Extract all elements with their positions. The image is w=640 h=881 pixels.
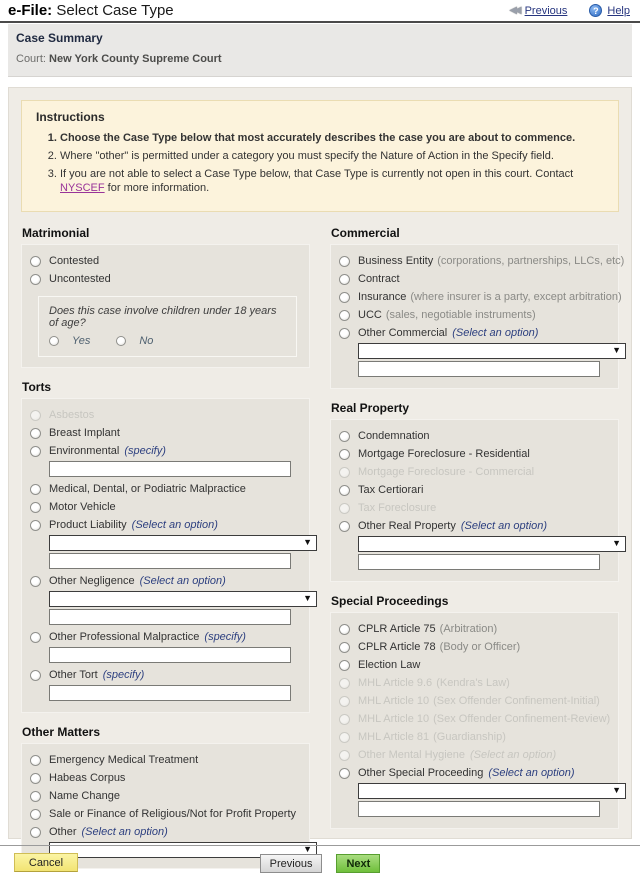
case-type-option	[30, 252, 299, 270]
option-label: Asbestos	[49, 409, 95, 421]
yes-label: Yes	[72, 335, 91, 347]
option-label: Election Law	[358, 659, 421, 671]
top-bar	[0, 0, 640, 23]
option-label: Medical, Dental, or Podiatric Malpractice	[49, 483, 246, 495]
case-type-option	[30, 516, 299, 534]
instructions-list	[60, 131, 604, 195]
court-line	[16, 53, 624, 65]
radio-emergency-medical-treatment[interactable]	[30, 755, 41, 766]
radio-name-change[interactable]	[30, 791, 41, 802]
dropdown-arrow-icon: ▼	[612, 345, 621, 355]
radio-contract[interactable]	[339, 274, 350, 285]
section-box	[330, 419, 619, 582]
section-box	[21, 244, 310, 368]
case-type-option	[30, 628, 299, 646]
option-label: MHL Article 10	[358, 713, 430, 725]
dropdown-arrow-icon: ▼	[303, 537, 312, 547]
section-real-property	[330, 401, 619, 582]
case-type-option	[339, 728, 608, 746]
option-note: (corporations, partnerships, LLCs, etc)	[437, 255, 625, 267]
option-label: MHL Article 9.6	[358, 677, 433, 689]
child-question-box	[38, 296, 297, 357]
option-label: CPLR Article 75	[358, 623, 436, 635]
case-summary-bar	[8, 24, 632, 77]
radio-other-professional-malpractice[interactable]	[30, 632, 41, 643]
radio-insurance[interactable]	[339, 292, 350, 303]
dropdown-arrow-icon: ▼	[303, 844, 312, 854]
option-label: Contract	[358, 273, 400, 285]
radio-mhl-article-10	[339, 714, 350, 725]
case-type-option	[339, 656, 608, 674]
option-label: Habeas Corpus	[49, 772, 126, 784]
case-type-option	[339, 746, 608, 764]
option-note: (Kendra's Law)	[436, 677, 510, 689]
case-type-option	[30, 480, 299, 498]
option-hint: (Select an option)	[139, 575, 226, 587]
radio-business-entity[interactable]	[339, 256, 350, 267]
radio-other[interactable]	[30, 827, 41, 838]
option-label: Uncontested	[49, 273, 111, 285]
product-liability-input[interactable]	[49, 553, 291, 569]
option-label: Tax Foreclosure	[358, 502, 437, 514]
option-label: Insurance	[358, 291, 407, 303]
previous-button[interactable]: Previous	[260, 854, 323, 873]
case-type-option	[339, 445, 608, 463]
option-label: Business Entity	[358, 255, 434, 267]
option-note: (Arbitration)	[439, 623, 498, 635]
case-type-option	[339, 517, 608, 535]
case-type-option	[339, 427, 608, 445]
radio-mhl-article-81	[339, 732, 350, 743]
option-label: Mortgage Foreclosure - Residential	[358, 448, 530, 460]
case-type-option	[30, 498, 299, 516]
case-type-option	[30, 769, 299, 787]
child-question-no	[116, 335, 153, 347]
radio-mhl-article-10	[339, 696, 350, 707]
section-title: Matrimonial	[22, 226, 90, 240]
other-professional-malpractice-input[interactable]	[49, 647, 291, 663]
radio-other-commercial[interactable]	[339, 328, 350, 339]
radio-no[interactable]	[116, 336, 126, 346]
main-panel	[8, 87, 632, 854]
case-type-option	[30, 823, 299, 841]
instructions-box	[21, 100, 619, 212]
case-type-option	[339, 306, 608, 324]
radio-cplr-article-78[interactable]	[339, 642, 350, 653]
radio-habeas-corpus[interactable]	[30, 773, 41, 784]
radio-mortgage-foreclosure-residential[interactable]	[339, 449, 350, 460]
other-tort-input[interactable]	[49, 685, 291, 701]
radio-tax-foreclosure	[339, 503, 350, 514]
section-title: Real Property	[331, 401, 410, 415]
dropdown-arrow-icon: ▼	[612, 785, 621, 795]
option-hint: (specify)	[124, 445, 166, 457]
case-type-option	[30, 572, 299, 590]
option-note: (Sex Offender Confinement-Initial)	[433, 695, 600, 707]
other-special-proceeding-input[interactable]	[358, 801, 600, 817]
page-title	[8, 2, 174, 19]
child-question-answers	[49, 335, 286, 347]
nav-buttons	[0, 854, 640, 873]
option-label: Other Tort	[49, 669, 98, 681]
option-label: MHL Article 81	[358, 731, 430, 743]
radio-other-tort[interactable]	[30, 670, 41, 681]
case-type-option	[339, 499, 608, 517]
footer-bar	[0, 845, 640, 879]
radio-election-law[interactable]	[339, 660, 350, 671]
case-type-option	[339, 674, 608, 692]
radio-other-real-property[interactable]	[339, 521, 350, 532]
option-label: Motor Vehicle	[49, 501, 116, 513]
option-label: CPLR Article 78	[358, 641, 436, 653]
radio-cplr-article-75[interactable]	[339, 624, 350, 635]
case-type-option	[339, 252, 625, 270]
top-links	[509, 4, 630, 17]
other-commercial-input[interactable]	[358, 361, 600, 377]
dropdown-arrow-icon: ▼	[303, 593, 312, 603]
instruction-item: 3. If you are not able to select a Case Type below, that Case Type is currently not open in this court. Contact NYSCEF for more information.	[60, 167, 604, 195]
option-label: Other Professional Malpractice	[49, 631, 200, 643]
radio-uncontested[interactable]	[30, 274, 41, 285]
app-brand: e-File:	[8, 2, 53, 19]
case-type-option	[339, 692, 608, 710]
option-label: Other Mental Hygiene	[358, 749, 465, 761]
other-negligence-input[interactable]	[49, 609, 291, 625]
case-type-option	[339, 620, 608, 638]
option-label: MHL Article 10	[358, 695, 430, 707]
environmental-input[interactable]	[49, 461, 291, 477]
product-liability-select[interactable]	[49, 535, 317, 551]
option-label: Condemnation	[358, 430, 430, 442]
case-type-option	[339, 324, 608, 342]
option-label: Other	[49, 826, 77, 838]
radio-environmental[interactable]	[30, 446, 41, 457]
no-label: No	[139, 335, 154, 347]
cancel-button[interactable]: Cancel	[14, 853, 78, 872]
other-commercial-select[interactable]	[358, 343, 626, 359]
case-type-option	[30, 442, 299, 460]
option-label: Other Real Property	[358, 520, 456, 532]
option-note: (Body or Officer)	[439, 641, 521, 653]
case-type-option	[30, 787, 299, 805]
other-special-proceeding-select[interactable]	[358, 783, 626, 799]
left-column	[21, 226, 310, 881]
radio-breast-implant[interactable]	[30, 428, 41, 439]
radio-product-liability[interactable]	[30, 520, 41, 531]
section-matrimonial	[21, 226, 310, 368]
section-special-proceedings	[330, 594, 619, 829]
option-hint: (Select an option)	[131, 519, 218, 531]
other-negligence-select[interactable]	[49, 591, 317, 607]
option-hint: (specify)	[204, 631, 246, 643]
radio-contested[interactable]	[30, 256, 41, 267]
case-type-option	[30, 805, 299, 823]
section-title: Commercial	[331, 226, 400, 240]
radio-motor-vehicle[interactable]	[30, 502, 41, 513]
dropdown-arrow-icon: ▼	[612, 538, 621, 548]
section-box	[330, 612, 619, 829]
option-note: (where insurer is a party, except arbitration)	[410, 291, 622, 303]
radio-condemnation[interactable]	[339, 431, 350, 442]
court-name: New York County Supreme Court	[49, 53, 222, 65]
option-label: Other Special Proceeding	[358, 767, 484, 779]
radio-sale-or-finance-of-religious-not-for-profit-property[interactable]	[30, 809, 41, 820]
section-box	[330, 244, 625, 389]
option-hint: (specify)	[102, 669, 145, 681]
option-label: Product Liability	[49, 519, 127, 531]
rewind-icon[interactable]: ◀◀	[509, 5, 519, 16]
next-button[interactable]: Next	[336, 854, 380, 873]
page-title-text: Select Case Type	[56, 2, 174, 19]
section-title: Other Matters	[22, 725, 101, 739]
option-hint: (Select an option)	[470, 749, 557, 761]
radio-medical-dental-or-podiatric-malpractice[interactable]	[30, 484, 41, 495]
other-real-property-input[interactable]	[358, 554, 600, 570]
case-type-option	[30, 424, 299, 442]
case-type-option	[339, 288, 622, 306]
section-box	[21, 398, 310, 713]
case-type-option	[339, 764, 608, 782]
other-real-property-select[interactable]	[358, 536, 626, 552]
case-type-option	[30, 666, 299, 684]
option-note: (Sex Offender Confinement-Review)	[433, 713, 611, 725]
radio-ucc[interactable]	[339, 310, 350, 321]
radio-other-mental-hygiene	[339, 750, 350, 761]
radio-other-negligence[interactable]	[30, 576, 41, 587]
radio-yes[interactable]	[49, 336, 59, 346]
section-title: Torts	[22, 380, 52, 394]
option-note: (Guardianship)	[433, 731, 506, 743]
help-link[interactable]: Help	[607, 4, 630, 17]
radio-other-special-proceeding[interactable]	[339, 768, 350, 779]
option-hint: (Select an option)	[452, 327, 539, 339]
case-type-columns	[21, 226, 625, 881]
option-hint: (Select an option)	[488, 767, 575, 779]
right-column	[330, 226, 625, 841]
nyscef-link[interactable]: NYSCEF	[60, 182, 105, 194]
case-type-option	[339, 638, 608, 656]
radio-asbestos	[30, 410, 41, 421]
case-type-option	[339, 270, 608, 288]
previous-link[interactable]: Previous	[524, 4, 568, 17]
option-label: UCC	[358, 309, 382, 321]
option-label: Tax Certiorari	[358, 484, 424, 496]
case-type-option	[30, 751, 299, 769]
option-label: Environmental	[49, 445, 120, 457]
section-title: Special Proceedings	[331, 594, 449, 608]
court-label: Court:	[16, 53, 46, 65]
case-type-option	[30, 270, 299, 288]
option-label: Name Change	[49, 790, 120, 802]
instruction-item: 1. Choose the Case Type below that most accurately describes the case you are about to commence.	[60, 131, 604, 145]
option-label: Sale or Finance of Religious/Not for Profit Property	[49, 808, 297, 820]
option-label: Other Commercial	[358, 327, 448, 339]
case-type-option	[339, 463, 608, 481]
option-label: Other Negligence	[49, 575, 135, 587]
option-label: Mortgage Foreclosure - Commercial	[358, 466, 535, 478]
help-icon[interactable]: ?	[589, 4, 602, 17]
child-question-text: Does this case involve children under 18 years of age?	[49, 305, 277, 329]
child-question-yes	[49, 335, 90, 347]
option-label: Breast Implant	[49, 427, 120, 439]
case-type-option	[339, 481, 608, 499]
option-label: Contested	[49, 255, 100, 267]
radio-mhl-article-9-6	[339, 678, 350, 689]
case-type-option	[339, 710, 611, 728]
option-note: (sales, negotiable instruments)	[385, 309, 536, 321]
instructions-title: Instructions	[36, 110, 105, 124]
option-label: Emergency Medical Treatment	[49, 754, 199, 766]
case-summary-title: Case Summary	[16, 31, 103, 45]
section-commercial	[330, 226, 625, 389]
case-type-option	[30, 406, 299, 424]
radio-tax-certiorari[interactable]	[339, 485, 350, 496]
instruction-item: 2. Where "other" is permitted under a category you must specify the Nature of Action in the Specify field.	[60, 149, 604, 163]
option-hint: (Select an option)	[81, 826, 168, 838]
option-hint: (Select an option)	[460, 520, 548, 532]
section-torts	[21, 380, 310, 713]
radio-mortgage-foreclosure-commercial	[339, 467, 350, 478]
